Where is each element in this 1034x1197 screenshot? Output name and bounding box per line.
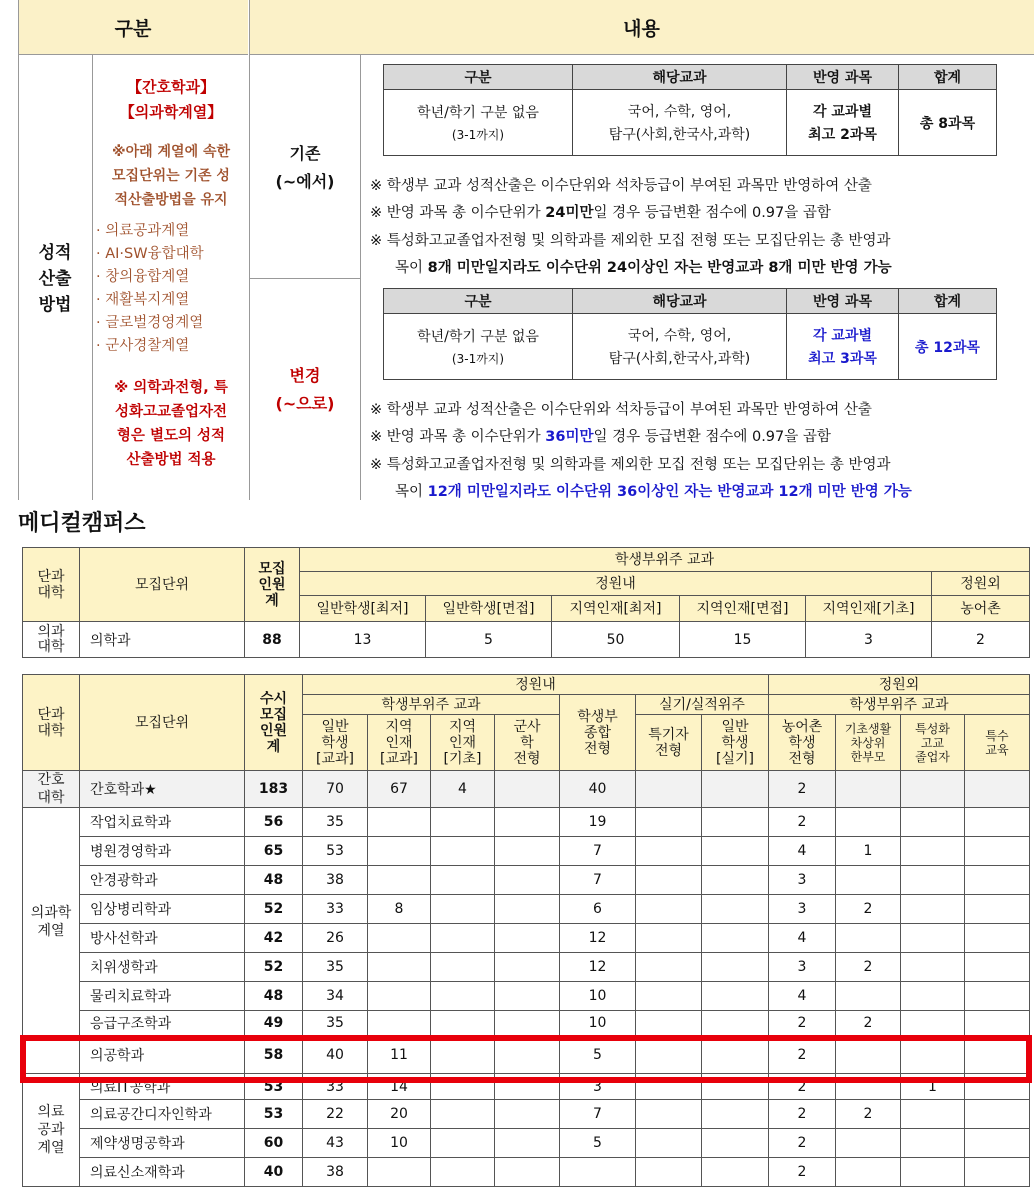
college-cell: 의료 공과 계열 xyxy=(23,1074,80,1187)
col-header: 군사 학 전형 xyxy=(495,715,560,771)
table-row xyxy=(23,866,1030,895)
value-cell xyxy=(702,982,769,1011)
value-cell xyxy=(368,808,431,837)
before-label xyxy=(250,140,360,196)
unit-cell: 물리치료학과 xyxy=(80,982,245,1011)
value-cell xyxy=(965,808,1030,837)
unit-cell: 제약생명공학과 xyxy=(80,1129,245,1158)
after-label-sub: (~으로) xyxy=(275,394,335,413)
after-note-3: ※ 특성화고교졸업자전형 및 의학과를 제외한 모집 전형 또는 모집단위는 총 반영과 xyxy=(370,457,891,473)
value-cell xyxy=(431,1100,495,1129)
value-cell xyxy=(495,895,560,924)
value-cell: 2 xyxy=(836,1100,901,1129)
value-cell xyxy=(702,1100,769,1129)
header-category xyxy=(18,0,248,55)
value-cell: 7 xyxy=(560,1100,636,1129)
value-cell xyxy=(431,837,495,866)
after-label xyxy=(250,362,360,418)
dept-bullet: · 군사경찰계열 xyxy=(96,338,190,354)
value-cell xyxy=(636,895,702,924)
value-cell xyxy=(702,1129,769,1158)
value-cell xyxy=(901,953,965,982)
unit-cell: 응급구조학과 xyxy=(80,1011,245,1036)
col-header: 구분 xyxy=(384,65,573,90)
col-header-unit: 모집단위 xyxy=(80,548,245,622)
value-cell xyxy=(965,771,1030,808)
col-header: 지역 인재 [기초] xyxy=(431,715,495,771)
unit-cell: 작업치료학과 xyxy=(80,808,245,837)
value-cell xyxy=(431,1158,495,1187)
dept-bullet: · 글로벌경영계열 xyxy=(96,315,204,331)
before-label-title: 기존 xyxy=(289,144,321,163)
value-cell xyxy=(636,982,702,1011)
col-header-gyogwa: 학생부위주 교과 xyxy=(303,695,560,715)
value-cell xyxy=(495,953,560,982)
col-header-unit: 모집단위 xyxy=(80,675,245,771)
before-criteria-table xyxy=(383,64,997,156)
value-cell: 2 xyxy=(836,1011,901,1036)
value-cell: 3 xyxy=(769,953,836,982)
value-cell: 38 xyxy=(303,1158,368,1187)
value-cell: 1 xyxy=(836,837,901,866)
value-cell: 7 xyxy=(560,866,636,895)
col-header: 지역인재[최저] xyxy=(552,596,680,622)
medicine-quota-table xyxy=(22,547,1030,658)
value-cell xyxy=(702,771,769,808)
value-cell: 35 xyxy=(303,953,368,982)
value-cell: 3 xyxy=(560,1074,636,1100)
value-cell xyxy=(495,982,560,1011)
campus-title: 메디컬캠퍼스 xyxy=(18,511,146,536)
table-row xyxy=(23,837,1030,866)
unit-cell: 방사선학과 xyxy=(80,924,245,953)
value-cell: 12 xyxy=(560,953,636,982)
value-cell xyxy=(965,895,1030,924)
value-cell: 3 xyxy=(769,866,836,895)
value-cell xyxy=(636,1100,702,1129)
after-label-title: 변경 xyxy=(289,366,321,385)
unit-cell: 임상병리학과 xyxy=(80,895,245,924)
value-cell xyxy=(495,1100,560,1129)
value-cell: 53 xyxy=(303,837,368,866)
total-cell: 40 xyxy=(245,1158,303,1187)
grade-term-cell: 학년/학기 구분 없음 (3-1까지) xyxy=(384,90,573,156)
value-cell: 6 xyxy=(560,895,636,924)
value-cell: 10 xyxy=(560,982,636,1011)
value-cell xyxy=(836,866,901,895)
value-cell: 26 xyxy=(303,924,368,953)
col-header: 합계 xyxy=(899,65,997,90)
total-cell: 52 xyxy=(245,895,303,924)
table-row xyxy=(23,1129,1030,1158)
value-cell xyxy=(431,924,495,953)
total-cell: 52 xyxy=(245,953,303,982)
value-cell xyxy=(495,837,560,866)
unit-cell: 의학과 xyxy=(80,622,245,658)
value-cell xyxy=(901,1011,965,1036)
value-cell: 67 xyxy=(368,771,431,808)
value-cell xyxy=(702,1011,769,1036)
col-header-college: 단과 대학 xyxy=(23,548,80,622)
dept-bullet: · AI·SW융합대학 xyxy=(96,246,204,262)
col-header: 해당교과 xyxy=(573,289,787,314)
value-cell xyxy=(495,924,560,953)
value-cell xyxy=(901,837,965,866)
total-cell: 48 xyxy=(245,982,303,1011)
value-cell xyxy=(702,866,769,895)
col-header-comprehensive: 학생부 종합 전형 xyxy=(560,695,636,771)
value-cell: 2 xyxy=(932,622,1030,658)
total-cell: 58 xyxy=(245,1036,303,1074)
col-header: 반영 과목 xyxy=(787,289,899,314)
value-cell xyxy=(901,895,965,924)
dept-bullet: · 재활복지계열 xyxy=(96,292,190,308)
value-cell xyxy=(965,1100,1030,1129)
unit-cell: 간호학과★ xyxy=(80,771,245,808)
value-cell xyxy=(901,866,965,895)
value-cell: 15 xyxy=(680,622,806,658)
value-cell xyxy=(965,924,1030,953)
total-cell: 53 xyxy=(245,1074,303,1100)
value-cell xyxy=(495,866,560,895)
value-cell: 2 xyxy=(769,771,836,808)
value-cell xyxy=(368,982,431,1011)
value-cell xyxy=(836,808,901,837)
col-header: 기초생활 차상위 한부모 xyxy=(836,715,901,771)
value-cell: 38 xyxy=(303,866,368,895)
col-header-in-quota: 정원내 xyxy=(300,572,932,596)
table-row xyxy=(23,771,1030,808)
value-cell: 2 xyxy=(769,1036,836,1074)
header-content-label: 내용 xyxy=(623,17,660,40)
table-row xyxy=(23,924,1030,953)
dept-bullet: · 의료공과계열 xyxy=(96,223,190,239)
dept-medsci: 【의과학계열】 xyxy=(119,103,223,121)
value-cell xyxy=(901,924,965,953)
value-cell: 70 xyxy=(303,771,368,808)
department-note-box xyxy=(96,76,246,472)
col-header: 농어촌 학생 전형 xyxy=(769,715,836,771)
value-cell xyxy=(836,1129,901,1158)
col-header: 지역 인재 [교과] xyxy=(368,715,431,771)
header-content xyxy=(249,0,1034,55)
value-cell: 40 xyxy=(303,1036,368,1074)
total-cell: 88 xyxy=(245,622,300,658)
col-header: 지역인재[기초] xyxy=(806,596,932,622)
value-cell: 43 xyxy=(303,1129,368,1158)
before-note-3: ※ 특성화고교졸업자전형 및 의학과를 제외한 모집 전형 또는 모집단위는 총 반영과 xyxy=(370,233,891,249)
value-cell: 19 xyxy=(560,808,636,837)
value-cell xyxy=(431,895,495,924)
value-cell xyxy=(965,1129,1030,1158)
col-header-total: 모집 인원 계 xyxy=(245,548,300,622)
value-cell xyxy=(901,808,965,837)
special-method-note: ※ 의학과전형, 특 성화고교졸업자전 형은 별도의 성적 산출방법 적용 xyxy=(114,380,228,468)
value-cell: 10 xyxy=(560,1011,636,1036)
col-header-total: 수시 모집 인원 계 xyxy=(245,675,303,771)
col-header-in-quota: 정원내 xyxy=(303,675,769,695)
col-header: 지역인재[면접] xyxy=(680,596,806,622)
table-row xyxy=(23,808,1030,837)
early-admission-quota-table xyxy=(22,674,1030,1187)
value-cell: 5 xyxy=(560,1129,636,1158)
value-cell xyxy=(636,771,702,808)
college-cell: 의과학 계열 xyxy=(23,808,80,1036)
value-cell: 2 xyxy=(769,1011,836,1036)
value-cell xyxy=(965,953,1030,982)
value-cell xyxy=(965,982,1030,1011)
keep-method-note: ※아래 계열에 속한 모집단위는 기존 성 적산출방법을 유지 xyxy=(111,144,231,208)
value-cell: 3 xyxy=(806,622,932,658)
value-cell xyxy=(901,982,965,1011)
total-subjects-cell: 총 12과목 xyxy=(899,314,997,380)
value-cell: 14 xyxy=(368,1074,431,1100)
value-cell: 2 xyxy=(769,1129,836,1158)
value-cell: 4 xyxy=(431,771,495,808)
value-cell xyxy=(431,1011,495,1036)
after-note-1: ※ 학생부 교과 성적산출은 이수단위와 석차등급이 부여된 과목만 반영하여 산출 xyxy=(370,402,872,418)
value-cell: 5 xyxy=(560,1036,636,1074)
value-cell xyxy=(636,1129,702,1158)
value-cell xyxy=(901,1158,965,1187)
value-cell: 10 xyxy=(368,1129,431,1158)
value-cell xyxy=(901,1129,965,1158)
unit-cell: 안경광학과 xyxy=(80,866,245,895)
value-cell xyxy=(836,1158,901,1187)
value-cell xyxy=(495,1129,560,1158)
value-cell: 1 xyxy=(901,1074,965,1100)
table-row xyxy=(23,982,1030,1011)
applied-subjects-cell: 각 교과별 최고 3과목 xyxy=(787,314,899,380)
value-cell xyxy=(636,837,702,866)
total-cell: 56 xyxy=(245,808,303,837)
value-cell: 11 xyxy=(368,1036,431,1074)
col-header-out-quota: 정원외 xyxy=(769,675,1030,695)
value-cell xyxy=(560,1158,636,1187)
total-cell: 60 xyxy=(245,1129,303,1158)
value-cell: 5 xyxy=(426,622,552,658)
unit-cell: 의료공간디자인학과 xyxy=(80,1100,245,1129)
value-cell: 33 xyxy=(303,895,368,924)
value-cell xyxy=(431,953,495,982)
value-cell xyxy=(702,1158,769,1187)
value-cell: 2 xyxy=(769,1100,836,1129)
value-cell xyxy=(495,771,560,808)
value-cell xyxy=(965,866,1030,895)
highlight-box xyxy=(20,1035,1032,1083)
table-row xyxy=(23,1011,1030,1036)
value-cell xyxy=(431,808,495,837)
value-cell xyxy=(901,771,965,808)
value-cell: 4 xyxy=(769,982,836,1011)
col-header: 구분 xyxy=(384,289,573,314)
section-label: 성적 산출 방법 xyxy=(38,243,72,315)
header-category-label: 구분 xyxy=(114,17,152,40)
value-cell xyxy=(431,1129,495,1158)
subjects-cell: 국어, 수학, 영어, 탐구(사회,한국사,과학) xyxy=(573,314,787,380)
unit-cell: 의료신소재학과 xyxy=(80,1158,245,1187)
value-cell: 35 xyxy=(303,1011,368,1036)
table-row xyxy=(23,953,1030,982)
value-cell: 8 xyxy=(368,895,431,924)
value-cell: 12 xyxy=(560,924,636,953)
value-cell: 3 xyxy=(769,895,836,924)
dept-bullet-list xyxy=(96,220,246,358)
applied-subjects-cell: 각 교과별 최고 2과목 xyxy=(787,90,899,156)
grade-term-cell: 학년/학기 구분 없음 (3-1까지) xyxy=(384,314,573,380)
value-cell xyxy=(901,1100,965,1129)
value-cell xyxy=(836,771,901,808)
value-cell xyxy=(702,837,769,866)
value-cell xyxy=(965,1011,1030,1036)
value-cell xyxy=(368,866,431,895)
col-header: 특성화 고교 졸업자 xyxy=(901,715,965,771)
value-cell: 2 xyxy=(836,953,901,982)
value-cell: 50 xyxy=(552,622,680,658)
value-cell xyxy=(636,808,702,837)
value-cell: 4 xyxy=(769,924,836,953)
total-cell: 48 xyxy=(245,866,303,895)
unit-cell: 병원경영학과 xyxy=(80,837,245,866)
total-cell: 53 xyxy=(245,1100,303,1129)
col-header: 농어촌 xyxy=(932,596,1030,622)
value-cell xyxy=(836,924,901,953)
value-cell xyxy=(636,1158,702,1187)
value-cell xyxy=(702,924,769,953)
value-cell xyxy=(836,982,901,1011)
col-header: 일반 학생 [교과] xyxy=(303,715,368,771)
college-cell: 의과 대학 xyxy=(23,622,80,658)
value-cell xyxy=(965,1158,1030,1187)
before-note-2: ※ 반영 과목 총 이수단위가 24미만일 경우 등급변환 점수에 0.97을 곱함 xyxy=(370,205,831,221)
col-header: 일반학생[면접] xyxy=(426,596,552,622)
table-row xyxy=(23,895,1030,924)
table-row xyxy=(23,622,1030,658)
after-note-4: 목이 12개 미만일지라도 이수단위 36이상인 자는 반영교과 12개 미만 반영 가능 xyxy=(395,484,912,500)
value-cell xyxy=(702,895,769,924)
unit-cell: 치위생학과 xyxy=(80,953,245,982)
col-header-practical: 실기/실적위주 xyxy=(636,695,769,715)
value-cell xyxy=(368,924,431,953)
value-cell: 40 xyxy=(560,771,636,808)
value-cell xyxy=(368,837,431,866)
subjects-cell: 국어, 수학, 영어, 탐구(사회,한국사,과학) xyxy=(573,90,787,156)
col-header-out-quota: 정원외 xyxy=(932,572,1030,596)
college-cell: 간호 대학 xyxy=(23,771,80,808)
value-cell: 2 xyxy=(769,1074,836,1100)
col-header-group: 학생부위주 교과 xyxy=(300,548,1030,572)
col-header: 반영 과목 xyxy=(787,65,899,90)
value-cell: 2 xyxy=(769,808,836,837)
value-cell: 33 xyxy=(303,1074,368,1100)
total-subjects-cell: 총 8과목 xyxy=(899,90,997,156)
value-cell xyxy=(368,1158,431,1187)
before-note-4: 목이 8개 미만일지라도 이수단위 24이상인 자는 반영교과 8개 미만 반영 가능 xyxy=(395,260,892,276)
value-cell xyxy=(636,866,702,895)
value-cell xyxy=(431,982,495,1011)
before-note-1: ※ 학생부 교과 성적산출은 이수단위와 석차등급이 부여된 과목만 반영하여 산출 xyxy=(370,178,872,194)
table-row xyxy=(23,1158,1030,1187)
value-cell xyxy=(431,866,495,895)
dept-bullet: · 창의융합계열 xyxy=(96,269,190,285)
dept-nursing: 【간호학과】 xyxy=(127,78,215,96)
value-cell xyxy=(636,953,702,982)
col-header: 일반학생[최저] xyxy=(300,596,426,622)
table-row xyxy=(23,1100,1030,1129)
col-header: 특수 교육 xyxy=(965,715,1030,771)
col-header-gyogwa-out: 학생부위주 교과 xyxy=(769,695,1030,715)
value-cell: 7 xyxy=(560,837,636,866)
value-cell xyxy=(702,953,769,982)
total-cell: 183 xyxy=(245,771,303,808)
value-cell: 4 xyxy=(769,837,836,866)
value-cell xyxy=(636,1011,702,1036)
before-label-sub: (~에서) xyxy=(275,172,335,191)
col-header: 특기자 전형 xyxy=(636,715,702,771)
col-header: 합계 xyxy=(899,289,997,314)
value-cell: 34 xyxy=(303,982,368,1011)
value-cell: 35 xyxy=(303,808,368,837)
value-cell: 13 xyxy=(300,622,426,658)
after-note-2: ※ 반영 과목 총 이수단위가 36미만일 경우 등급변환 점수에 0.97을 곱함 xyxy=(370,429,831,445)
total-cell: 42 xyxy=(245,924,303,953)
value-cell xyxy=(702,808,769,837)
value-cell xyxy=(965,837,1030,866)
total-cell: 65 xyxy=(245,837,303,866)
value-cell xyxy=(495,1158,560,1187)
value-cell xyxy=(368,953,431,982)
unit-cell: 의료IT공학과 xyxy=(80,1074,245,1100)
total-cell: 49 xyxy=(245,1011,303,1036)
after-criteria-table xyxy=(383,288,997,380)
unit-cell: 의공학과 xyxy=(80,1036,245,1074)
col-header: 해당교과 xyxy=(573,65,787,90)
value-cell: 2 xyxy=(836,895,901,924)
col-header-college: 단과 대학 xyxy=(23,675,80,771)
value-cell xyxy=(495,1011,560,1036)
value-cell: 22 xyxy=(303,1100,368,1129)
value-cell: 20 xyxy=(368,1100,431,1129)
value-cell xyxy=(368,1011,431,1036)
value-cell xyxy=(495,808,560,837)
value-cell xyxy=(636,924,702,953)
col-header: 일반 학생 [실기] xyxy=(702,715,769,771)
value-cell: 2 xyxy=(769,1158,836,1187)
